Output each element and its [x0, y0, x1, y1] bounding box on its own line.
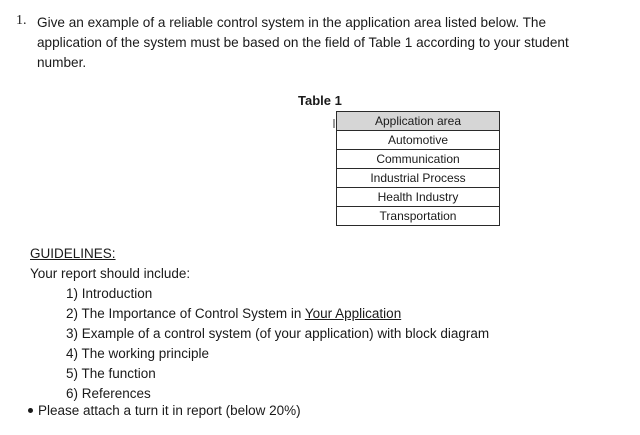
guideline-item-example: 3) Example of a control system (of your application) with block diagram — [66, 326, 490, 341]
table-cell-communication: Communication — [337, 150, 500, 169]
table-row — [337, 188, 500, 207]
question-text — [37, 13, 617, 73]
table-caption: Table 1 — [298, 93, 342, 108]
application-area-table — [336, 111, 500, 226]
note-line — [28, 401, 301, 421]
guideline-item-introduction: 1) Introduction — [66, 286, 153, 301]
guideline-item-references: 6) References — [66, 386, 151, 401]
note-text: Please attach a turn it in report (below 20%) — [38, 403, 301, 418]
your-application-underline: Your Application — [304, 306, 402, 321]
guidelines-list — [30, 284, 489, 404]
question-line-3: number. — [37, 55, 87, 70]
table-cell-health-industry: Health Industry — [337, 188, 500, 207]
question-line-2: application of the system must be based on the field of Table 1 according to your student — [37, 35, 569, 50]
guideline-item-function: 5) The function — [66, 366, 156, 381]
table-row — [337, 207, 500, 226]
table-row — [337, 131, 500, 150]
table-row — [337, 150, 500, 169]
table-header-cell: Application area — [337, 112, 500, 131]
guidelines-heading: GUIDELINES: — [30, 246, 116, 261]
guidelines-intro: Your report should include: — [30, 266, 191, 281]
table-row — [337, 169, 500, 188]
guideline-item-working-principle: 4) The working principle — [66, 346, 210, 361]
table-cell-transportation: Transportation — [337, 207, 500, 226]
question-line-1: Give an example of a reliable control system in the application area listed below. The — [37, 15, 547, 30]
table-margin-mark — [333, 119, 335, 128]
guideline-item-importance-text: 2) The Importance of Control System in — [66, 306, 305, 321]
table-header-row — [337, 112, 500, 131]
bullet-icon — [28, 408, 33, 413]
guideline-item-importance — [66, 304, 489, 324]
question-number: 1. — [16, 13, 27, 28]
guidelines-section — [30, 244, 489, 404]
table-cell-industrial-process: Industrial Process — [337, 169, 500, 188]
table-cell-automotive: Automotive — [337, 131, 500, 150]
